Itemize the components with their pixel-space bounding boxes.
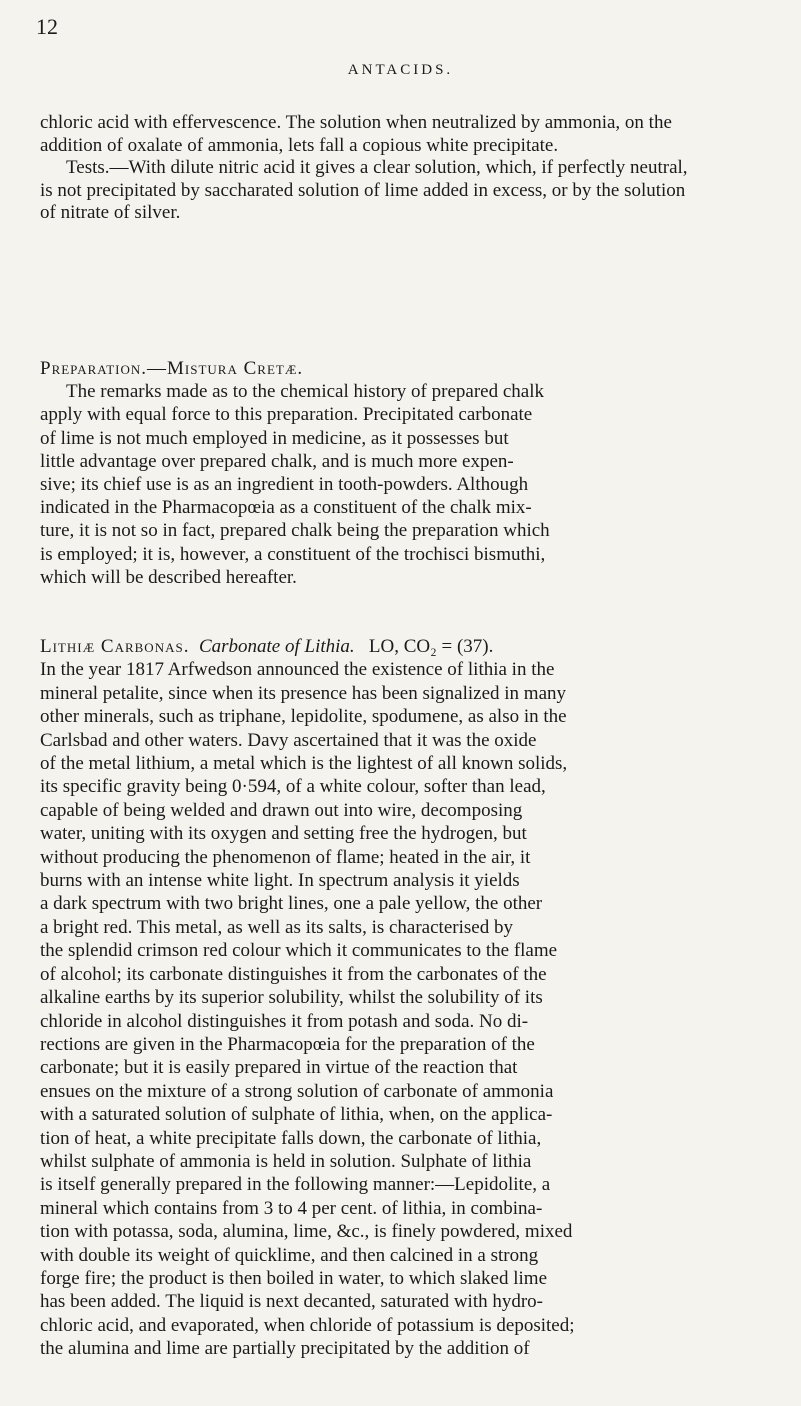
text-line: alkaline earths by its superior solubility, whilst the solubility of its	[40, 987, 543, 1009]
section-heading-line	[40, 635, 780, 658]
text-line: apply with equal force to this preparation. Precipitated carbonate	[40, 404, 533, 426]
text-line: of nitrate of silver.	[40, 202, 181, 224]
text-line: is not precipitated by saccharated solution of lime added in excess, or by the solution	[40, 179, 686, 201]
text-line: other minerals, such as triphane, lepidolite, spodumene, as also in the	[40, 706, 567, 728]
text-line: of the metal lithium, a metal which is the lightest of all known solids,	[40, 753, 568, 775]
text-line: the splendid crimson red colour which it communicates to the flame	[40, 940, 558, 962]
text-line: mineral which contains from 3 to 4 per cent. of lithia, in combina-	[40, 1197, 543, 1219]
section-heading: Preparation.—Mistura Cretæ.	[40, 358, 304, 379]
text-line: whilst sulphate of ammonia is held in solution. Sulphate of lithia	[40, 1150, 532, 1172]
text-line: rections are given in the Pharmacopœia for the preparation of the	[40, 1033, 535, 1055]
text-line: with double its weight of quicklime, and then calcined in a strong	[40, 1244, 539, 1266]
paragraph-chalk-tests	[40, 112, 780, 225]
text-line: sive; its chief use is as an ingredient in tooth-powders. Although	[40, 474, 529, 496]
text-line: carbonate; but it is easily prepared in virtue of the reaction that	[40, 1057, 518, 1079]
text-line: chloric acid, and evaporated, when chloride of potassium is deposited;	[40, 1314, 575, 1336]
text-line: with a saturated solution of sulphate of lithia, when, on the applica-	[40, 1104, 553, 1126]
text-line: water, uniting with its oxygen and setting free the hydrogen, but	[40, 823, 527, 845]
text-line: has been added. The liquid is next decanted, saturated with hydro-	[40, 1291, 543, 1313]
text-line: of alcohol; its carbonate distinguishes it from the carbonates of the	[40, 963, 547, 985]
text-line: tion with potassa, soda, alumina, lime, &c., is finely powdered, mixed	[40, 1221, 573, 1243]
text-line: ture, it is not so in fact, prepared chalk being the preparation which	[40, 520, 550, 542]
text-line: tion of heat, a white precipitate falls down, the carbonate of lithia,	[40, 1127, 542, 1149]
text-line: burns with an intense white light. In spectrum analysis it yields	[40, 870, 520, 892]
text-line: a dark spectrum with two bright lines, one a pale yellow, the other	[40, 893, 543, 915]
text-line: its specific gravity being 0·594, of a white colour, softer than lead,	[40, 776, 546, 798]
text-line: capable of being welded and drawn out into wire, decomposing	[40, 799, 523, 821]
text-line: forge fire; the product is then boiled in water, to which slaked lime	[40, 1267, 547, 1289]
text-line: chloride in alcohol distinguishes it from potash and soda. No di-	[40, 1010, 529, 1032]
text-line: a bright red. This metal, as well as its salts, is characterised by	[40, 916, 513, 938]
text-line: indicated in the Pharmacopœia as a constituent of the chalk mix-	[40, 497, 532, 519]
running-head: ANTACIDS.	[347, 62, 454, 78]
text-line: Tests.—With dilute nitric acid it gives a clear solution, which, if perfectly neutral,	[66, 157, 688, 179]
text-line: The remarks made as to the chemical history of prepared chalk	[66, 381, 544, 403]
text-line: Carlsbad and other waters. Davy ascertained that it was the oxide	[40, 729, 537, 751]
text-line: of lime is not much employed in medicine, as it possesses but	[40, 427, 509, 449]
paragraph-preparation	[40, 357, 780, 589]
text-line: In the year 1817 Arfwedson announced the existence of lithia in the	[40, 659, 555, 681]
text-line: without producing the phenomenon of flame; heated in the air, it	[40, 846, 531, 868]
text-line: is itself generally prepared in the following manner:—Lepidolite, a	[40, 1174, 551, 1196]
text-line: which will be described hereafter.	[40, 566, 297, 588]
text-line: little advantage over prepared chalk, and is much more expen-	[40, 450, 514, 472]
paragraph-lithia-carbonas	[40, 635, 780, 1361]
text-line: mineral petalite, since when its presence has been signalized in many	[40, 682, 567, 704]
page-number: 12	[36, 14, 58, 39]
chemical-formula: LO, CO₂ = (37).	[368, 636, 494, 657]
section-heading: Lithiæ Carbonas.	[40, 636, 190, 657]
text-line: addition of oxalate of ammonia, lets fall a copious white precipitate.	[40, 134, 559, 156]
text-line: chloric acid with effervescence. The solution when neutralized by ammonia, on the	[40, 112, 672, 133]
text-line: ensues on the mixture of a strong solution of carbonate of ammonia	[40, 1080, 554, 1102]
text-line: the alumina and lime are partially precipitated by the addition of	[40, 1338, 530, 1360]
section-heading-italic: Carbonate of Lithia.	[198, 636, 355, 657]
text-line: is employed; it is, however, a constituent of the trochisci bismuthi,	[40, 543, 546, 565]
